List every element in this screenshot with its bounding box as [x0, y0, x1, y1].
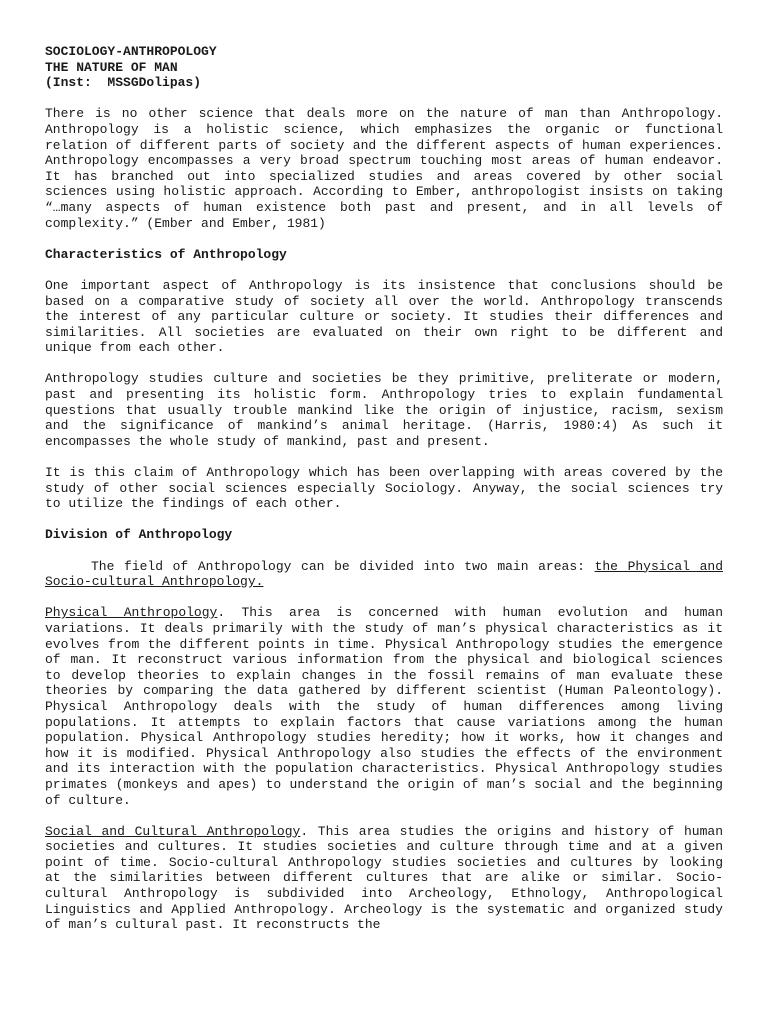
- characteristics-paragraph-1: One important aspect of Anthropology is its insistence that conclusions should be based on a comparative study of society all over the world. Anthropology transcends the interest of any particular culture or society. It studies their differences and similarities. All societies are evaluated on their own right to be different and unique from each other.: [45, 277, 723, 356]
- document-title: THE NATURE OF MAN: [45, 59, 178, 75]
- division-intro-text: The field of Anthropology can be divided into two main areas:: [91, 558, 595, 574]
- intro-paragraph: There is no other science that deals more on the nature of man than Anthropology. Anthropology is a holistic science, which emphasizes the organic or functional relation of different parts of society and the different aspects of human experiences. Anthropology encompasses a very broad spectrum touching most areas of human endeavor. It has branched out into specialized studies and areas covered by other social sciences using holistic approach. According to Ember, anthropologist insists on taking “…many aspects of human existence both past and present, and in all levels of complexity.” (Ember and Ember, 1981): [45, 106, 723, 231]
- course-title: SOCIOLOGY-ANTHROPOLOGY: [45, 44, 217, 59]
- physical-anthropology-text: . This area is concerned with human evolution and human variations. It deals primarily with the study of man’s physical characteristics as it evolves from the different points in time. Physical Anthropology studies the emergence of man. It reconstruct various information from the physical and biological sciences to develop theories to explain changes in the fossil remains of man evaluate these theories by comparing the data gathered by different scientist (Human Paleontology). Physical Anthropology deals with the study of human differences among living populations. It attempts to explain factors that cause variations among the human population. Physical Anthropology studies heredity; how it works, how it changes and how it is modified. Physical Anthropology also studies the effects of the environment and its interaction with the population characteristics. Physical Anthropology studies primates (monkeys and apes) to understand the origin of man’s social and the beginning of culture.: [45, 605, 723, 808]
- social-cultural-anthropology-text: . This area studies the origins and history of human societies and cultures. It studies societies and culture through time and at a given point of time. Socio-cultural Anthropology studies societies and cultures by looking at the similarities between different cultures that are alike or similar. Socio-cultural Anthropology is subdivided into Archeology, Ethnology, Anthropological Linguistics and Applied Anthropology. Archeology is the systematic and organized study of man’s cultural past. It reconstructs the: [45, 823, 723, 933]
- division-heading: Division of Anthropology: [45, 527, 233, 543]
- characteristics-heading: Characteristics of Anthropology: [45, 246, 287, 262]
- document-header: [45, 44, 723, 91]
- physical-anthropology-paragraph: [45, 605, 723, 808]
- division-intro-paragraph: [45, 559, 723, 590]
- characteristics-paragraph-3: It is this claim of Anthropology which has been overlapping with areas covered by the study of other social sciences especially Sociology. Anyway, the social sciences try to utilize the findings of each other.: [45, 465, 723, 512]
- division-intro-underlined: the Physical and Socio-cultural Anthropology.: [45, 558, 723, 590]
- social-cultural-anthropology-title: Social and Cultural Anthropology: [45, 823, 301, 839]
- physical-anthropology-title: Physical Anthropology: [45, 605, 218, 621]
- social-cultural-anthropology-paragraph: [45, 824, 723, 933]
- instructor-line: (Inst: MSSGDolipas): [45, 75, 202, 91]
- characteristics-paragraph-2: Anthropology studies culture and societies be they primitive, preliterate or modern, past and presenting its holistic form. Anthropology tries to explain fundamental questions that usually trouble mankind like the origin of injustice, racism, sexism and the significance of mankind’s animal heritage. (Harris, 1980:4) As such it encompasses the whole study of mankind, past and present.: [45, 371, 723, 449]
